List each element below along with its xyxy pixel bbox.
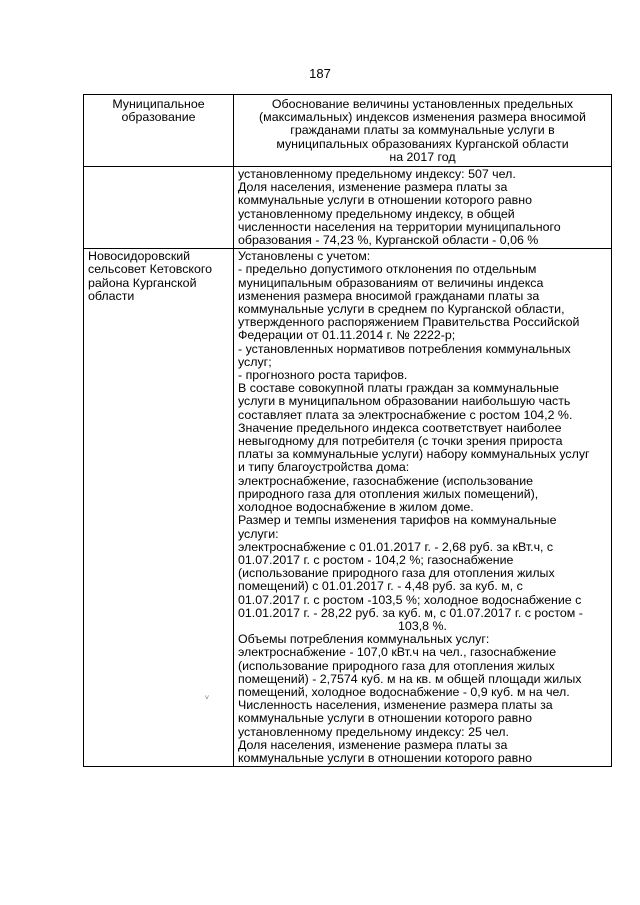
page-number: 187 — [309, 66, 331, 81]
text-line: Значение предельного индекса соответствует наиболее — [238, 420, 562, 435]
justification-cell — [234, 249, 612, 767]
text-line: Федерации от 01.11.2014 г. № 2222-р; — [238, 328, 456, 343]
text-line: электроснабжение с 01.01.2017 г. - 2,68 руб. за кВт.ч, с — [238, 539, 554, 554]
text-line: 103,8 %. — [398, 618, 447, 633]
header-col1-line: образование — [121, 110, 196, 125]
scan-mark: ⱽ — [205, 694, 209, 704]
table-row — [84, 249, 612, 767]
text-line: природного газа для отопления жилых помещений), — [238, 486, 539, 501]
text-line: установленному предельному индексу: 25 чел. — [238, 724, 509, 739]
text-line: - установленных нормативов потребления коммунальных — [238, 341, 571, 356]
text-line: (использование природного газа для отопления жилых — [238, 566, 555, 581]
header-municipality-cell — [84, 95, 234, 167]
text-line: услуги в муниципальном образовании наибольшую часть — [238, 394, 571, 409]
text-line: невыгодному для потребителя (с точки зрения прироста — [238, 434, 563, 449]
text-line: Установлены с учетом: — [238, 249, 371, 264]
text-line: Размер и темпы изменения тарифов на коммунальные — [238, 513, 557, 528]
justification-cell — [234, 167, 612, 249]
text-line: услуг; — [238, 354, 272, 369]
text-line: Доля населения, изменение размера платы за — [238, 180, 508, 195]
header-justification-cell — [234, 95, 612, 167]
header-col2-line: муниципальных образованиях Курганской области — [276, 136, 569, 151]
tariff-justification-table — [83, 94, 612, 767]
text-line: установленному предельному индексу, в общей — [238, 206, 515, 221]
text-line: составляет плата за электроснабжение с ростом 104,2 %. — [238, 407, 573, 422]
text-line: помещений) - 2,7574 куб. м на кв. м общей площади жилых — [238, 671, 582, 686]
text-line: изменения размера вносимой гражданами платы за — [238, 288, 540, 303]
header-col2-line: на 2017 год — [389, 149, 456, 164]
table-row — [84, 167, 612, 249]
table-header-row — [84, 95, 612, 167]
text-line: установленному предельному индексу: 507 чел. — [238, 167, 516, 182]
municipality-line: сельсовет Кетовского — [88, 262, 212, 277]
text-line: помещений, холодное водоснабжение - 0,9 куб. м на чел. — [238, 684, 570, 699]
municipality-line: района Курганской — [88, 275, 197, 290]
header-col2-line: Обоснование величины установленных предельных — [271, 97, 574, 111]
text-line: В составе совокупной платы граждан за коммунальные — [238, 381, 559, 396]
text-line: образования - 74,23 %, Курганской области - 0,06 % — [238, 233, 539, 248]
text-line: коммунальные услуги в отношении которого равно — [238, 750, 532, 765]
header-col1-line: Муниципальное — [112, 97, 205, 111]
header-col2-line: гражданами платы за коммунальные услуги в — [290, 123, 555, 138]
text-line: холодное водоснабжение в жилом доме. — [238, 500, 474, 515]
text-line: Объемы потребления коммунальных услуг: — [238, 632, 490, 647]
text-line: 01.07.2017 г. с ростом - 104,2 %; газоснабжение — [238, 552, 514, 567]
text-line: электроснабжение, газоснабжение (использование — [238, 473, 534, 488]
text-line: - предельно допустимого отклонения по отдельным — [238, 262, 537, 277]
text-line: (использование природного газа для отопления жилых — [238, 658, 555, 673]
text-line: и типу благоустройства дома: — [238, 460, 410, 475]
municipality-cell — [84, 249, 234, 767]
municipality-line: области — [88, 288, 135, 303]
text-line: Доля населения, изменение размера платы за — [238, 737, 508, 752]
text-line: 01.01.2017 г. - 28,22 руб. за куб. м, с 01.07.2017 г. с ростом - — [238, 605, 583, 620]
text-line: 01.07.2017 г. с ростом -103,5 %; холодное водоснабжение с — [238, 592, 582, 607]
text-line: утвержденного распоряжением Правительства Российской — [238, 315, 580, 330]
text-line: муниципальным образованиям от величины индекса — [238, 275, 544, 290]
text-line: коммунальные услуги в отношении которого равно — [238, 193, 532, 208]
municipality-cell-empty — [84, 167, 234, 249]
text-line: Численность населения, изменение размера платы за — [238, 698, 553, 713]
text-line: платы за коммунальные услуги) набору коммунальных услуг — [238, 447, 590, 462]
text-line: численности населения на территории муниципального — [238, 219, 561, 234]
text-line: помещений) с 01.01.2017 г. - 4,48 руб. за куб. м, с — [238, 579, 523, 594]
header-col2-line: (максимальных) индексов изменения размера вносимой — [259, 110, 586, 125]
text-line: услуги: — [238, 526, 279, 541]
text-line: электроснабжение - 107,0 кВт.ч на чел., газоснабжение — [238, 645, 557, 660]
text-line: коммунальные услуги в отношении которого равно — [238, 711, 532, 726]
text-line: коммунальные услуги в среднем по Курганской области, — [238, 302, 565, 317]
municipality-line: Новосидоровский — [88, 249, 191, 264]
text-line: - прогнозного роста тарифов. — [238, 368, 408, 383]
